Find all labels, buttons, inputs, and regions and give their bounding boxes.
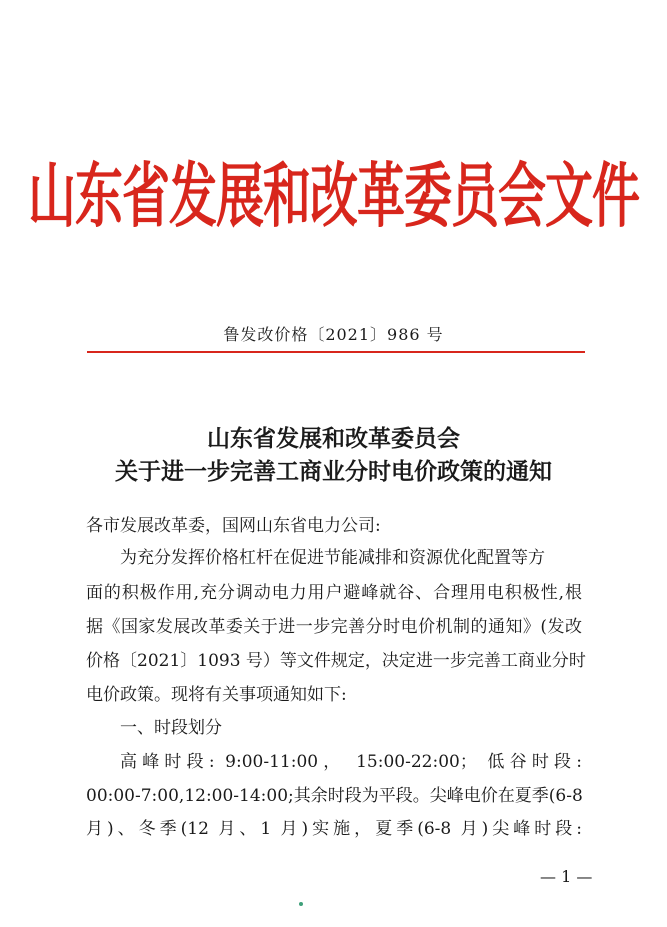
- notice-title-line-2: 关于进一步完善工商业分时电价政策的通知: [115, 458, 552, 485]
- scan-mark-dot: [299, 902, 303, 906]
- body-line: 面的积极作用,充分调动电力用户避峰就谷、合理用电积极性,根: [86, 583, 582, 603]
- section-heading: 一、时段划分: [120, 718, 222, 738]
- addressee-line: 各市发展改革委，国网山东省电力公司:: [86, 516, 381, 536]
- notice-title-line-1: 山东省发展和改革委员会: [207, 425, 460, 452]
- body-line: 电价政策。现将有关事项通知如下:: [86, 685, 347, 705]
- page-number: — 1 —: [540, 867, 593, 886]
- body-line: 00:00-7:00,12:00-14:00;其余时段为平段。尖峰电价在夏季(6-8: [86, 786, 583, 806]
- body-line: 价格〔2021〕1093 号）等文件规定，决定进一步完善工商业分时: [86, 651, 586, 671]
- document-number: 鲁发改价格〔2021〕986 号: [223, 325, 444, 344]
- body-line: 月)、冬季(12 月、1 月)实施，夏季(6-8 月)尖峰时段:: [86, 819, 582, 839]
- body-line: 为充分发挥价格杠杆在促进节能减排和资源优化配置等方: [120, 548, 545, 568]
- body-line: 据《国家发展改革委关于进一步完善分时电价机制的通知》(发改: [86, 617, 582, 637]
- masthead-title: 山东省发展和改革委员会文件: [27, 155, 639, 238]
- body-line: 高峰时段: 9:00-11:00， 15:00-22:00； 低谷时段:: [120, 752, 582, 772]
- red-divider-line: [87, 351, 585, 353]
